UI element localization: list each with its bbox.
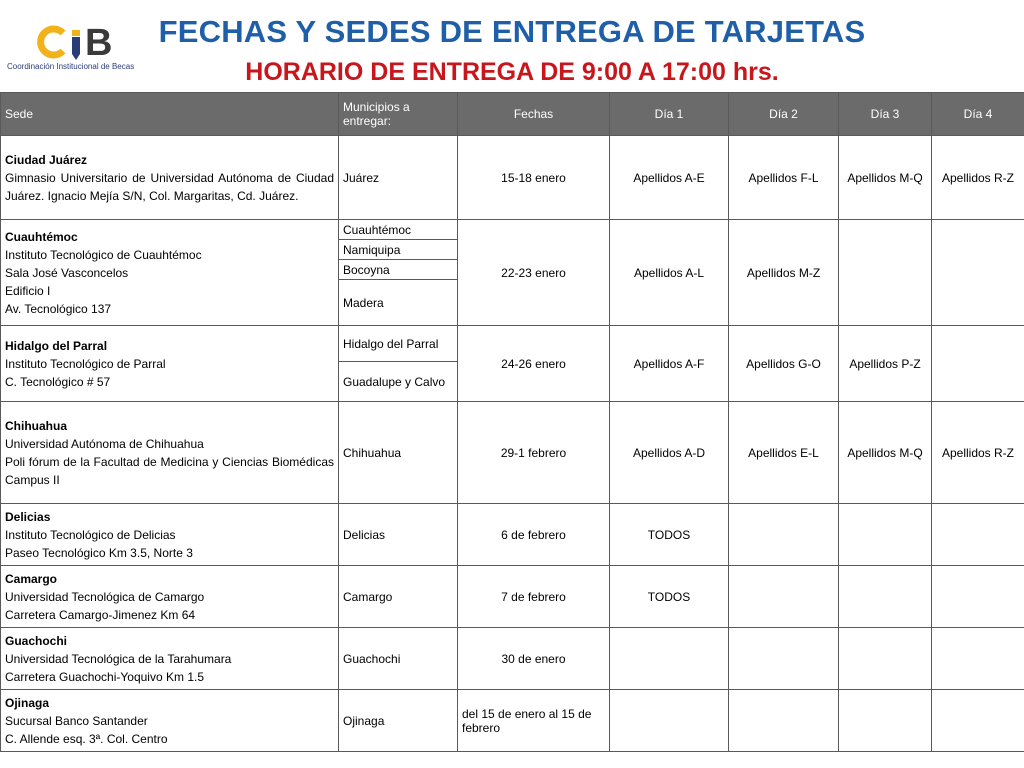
sede-address: Edificio I xyxy=(5,283,51,298)
dia3-cell xyxy=(839,220,932,326)
sede-name: Camargo xyxy=(5,571,58,586)
dia1-cell xyxy=(610,690,729,752)
header-sede: Sede xyxy=(1,93,339,136)
dia4-cell xyxy=(932,566,1024,628)
municipio-cell: Delicias xyxy=(339,504,458,566)
dia4-cell xyxy=(932,220,1024,326)
table-row xyxy=(1,136,1024,220)
municipio-cell: Ojinaga xyxy=(339,690,458,752)
municipio-cell: Guadalupe y Calvo xyxy=(339,362,458,402)
sede-address: Av. Tecnológico 137 xyxy=(5,301,112,316)
dia1-cell: Apellidos A-F xyxy=(610,326,729,402)
dia4-cell xyxy=(932,326,1024,402)
table-header-row xyxy=(1,93,1024,136)
dia4-cell xyxy=(932,628,1024,690)
table-row xyxy=(1,628,1024,690)
dia1-cell xyxy=(610,628,729,690)
sede-cell xyxy=(1,690,339,752)
fechas-cell: 24-26 enero xyxy=(458,326,610,402)
header-dia2: Día 2 xyxy=(729,93,839,136)
table-row xyxy=(1,326,1024,362)
header-dia4: Día 4 xyxy=(932,93,1024,136)
page-subtitle: HORARIO DE ENTREGA DE 9:00 A 17:00 hrs. xyxy=(245,58,779,86)
dia1-cell: TODOS xyxy=(610,504,729,566)
dia2-cell xyxy=(729,504,839,566)
fechas-cell: 29-1 febrero xyxy=(458,402,610,504)
sede-name: Ciudad Juárez xyxy=(5,152,88,167)
sede-address: Sucursal Banco Santander xyxy=(5,713,148,728)
sede-cell xyxy=(1,566,339,628)
fechas-cell: 15-18 enero xyxy=(458,136,610,220)
sede-name: Delicias xyxy=(5,509,51,524)
municipio-cell: Juárez xyxy=(339,136,458,220)
dia2-cell xyxy=(729,690,839,752)
sede-address: Carretera Camargo-Jimenez Km 64 xyxy=(5,607,196,622)
table-row xyxy=(1,220,1024,240)
sede-cell xyxy=(1,628,339,690)
dia2-cell xyxy=(729,566,839,628)
header-fechas: Fechas xyxy=(458,93,610,136)
dia3-cell xyxy=(839,504,932,566)
pencil-icon xyxy=(71,30,81,60)
dia2-cell: Apellidos G-O xyxy=(729,326,839,402)
fechas-cell: 30 de enero xyxy=(458,628,610,690)
sede-address: Gimnasio Universitario de Universidad Autónoma de Ciudad Juárez. Ignacio Mejía S/N, Col. Margaritas, Cd. Juárez. xyxy=(5,170,334,203)
dia2-cell xyxy=(729,628,839,690)
dia4-cell xyxy=(932,690,1024,752)
dia2-cell: Apellidos E-L xyxy=(729,402,839,504)
sede-address: Instituto Tecnológico de Delicias xyxy=(5,527,176,542)
dia2-cell: Apellidos M-Z xyxy=(729,220,839,326)
schedule-table xyxy=(0,92,1024,752)
logo-org-name: Coordinación Institucional de Becas xyxy=(7,62,135,71)
dia3-cell xyxy=(839,566,932,628)
sede-name: Guachochi xyxy=(5,633,68,648)
sede-address: Paseo Tecnológico Km 3.5, Norte 3 xyxy=(5,545,193,560)
dia4-cell: Apellidos R-Z xyxy=(932,402,1024,504)
sede-cell xyxy=(1,504,339,566)
sede-address: Carretera Guachochi-Yoquivo Km 1.5 xyxy=(5,669,204,684)
table-row xyxy=(1,504,1024,566)
municipio-cell: Chihuahua xyxy=(339,402,458,504)
municipio-cell: Hidalgo del Parral xyxy=(339,326,458,362)
table-row xyxy=(1,690,1024,752)
dia1-cell: Apellidos A-D xyxy=(610,402,729,504)
fechas-cell: 7 de febrero xyxy=(458,566,610,628)
dia3-cell xyxy=(839,690,932,752)
table-row xyxy=(1,402,1024,504)
cib-logo-mark xyxy=(37,24,117,64)
municipio-cell: Camargo xyxy=(339,566,458,628)
sede-address: Instituto Tecnológico de Cuauhtémoc xyxy=(5,247,202,262)
sede-address: Universidad Tecnológica de Camargo xyxy=(5,589,205,604)
sede-cell xyxy=(1,326,339,402)
dia3-cell: Apellidos M-Q xyxy=(839,402,932,504)
table-row xyxy=(1,566,1024,628)
dia4-cell xyxy=(932,504,1024,566)
page-title: FECHAS Y SEDES DE ENTREGA DE TARJETAS xyxy=(158,14,866,49)
sede-name: Hidalgo del Parral xyxy=(5,338,108,353)
sede-name: Cuauhtémoc xyxy=(5,229,78,244)
header-dia3: Día 3 xyxy=(839,93,932,136)
sede-cell xyxy=(1,136,339,220)
sede-address: Poli fórum de la Facultad de Medicina y Ciencias Biomédicas Campus II xyxy=(5,454,334,487)
sede-name: Chihuahua xyxy=(5,418,67,433)
sede-address: Instituto Tecnológico de Parral xyxy=(5,356,166,371)
header-municipios: Municipios a entregar: xyxy=(339,93,458,136)
dia1-cell: TODOS xyxy=(610,566,729,628)
municipio-cell: Guachochi xyxy=(339,628,458,690)
fechas-cell: del 15 de enero al 15 de febrero xyxy=(458,690,610,752)
sede-cell xyxy=(1,402,339,504)
logo-b-letter: B xyxy=(85,22,113,64)
sede-name: Ojinaga xyxy=(5,695,50,710)
dia1-cell: Apellidos A-E xyxy=(610,136,729,220)
dia1-cell: Apellidos A-L xyxy=(610,220,729,326)
dia4-cell: Apellidos R-Z xyxy=(932,136,1024,220)
dia3-cell: Apellidos M-Q xyxy=(839,136,932,220)
sede-address: Universidad Autónoma de Chihuahua xyxy=(5,436,204,451)
sede-address: Sala José Vasconcelos xyxy=(5,265,129,280)
municipio-cell: Madera xyxy=(339,280,458,326)
dia3-cell: Apellidos P-Z xyxy=(839,326,932,402)
sede-address: Universidad Tecnológica de la Tarahumara xyxy=(5,651,232,666)
municipio-cell: Cuauhtémoc xyxy=(339,220,458,240)
municipio-cell: Namiquipa xyxy=(339,240,458,260)
header-dia1: Día 1 xyxy=(610,93,729,136)
dia3-cell xyxy=(839,628,932,690)
dia2-cell: Apellidos F-L xyxy=(729,136,839,220)
cib-logo xyxy=(5,18,145,76)
municipio-cell: Bocoyna xyxy=(339,260,458,280)
fechas-cell: 22-23 enero xyxy=(458,220,610,326)
sede-address: C. Allende esq. 3ª. Col. Centro xyxy=(5,731,168,746)
logo-c-letter-icon xyxy=(37,24,69,60)
sede-cell xyxy=(1,220,339,326)
fechas-cell: 6 de febrero xyxy=(458,504,610,566)
sede-address: C. Tecnológico # 57 xyxy=(5,374,111,389)
